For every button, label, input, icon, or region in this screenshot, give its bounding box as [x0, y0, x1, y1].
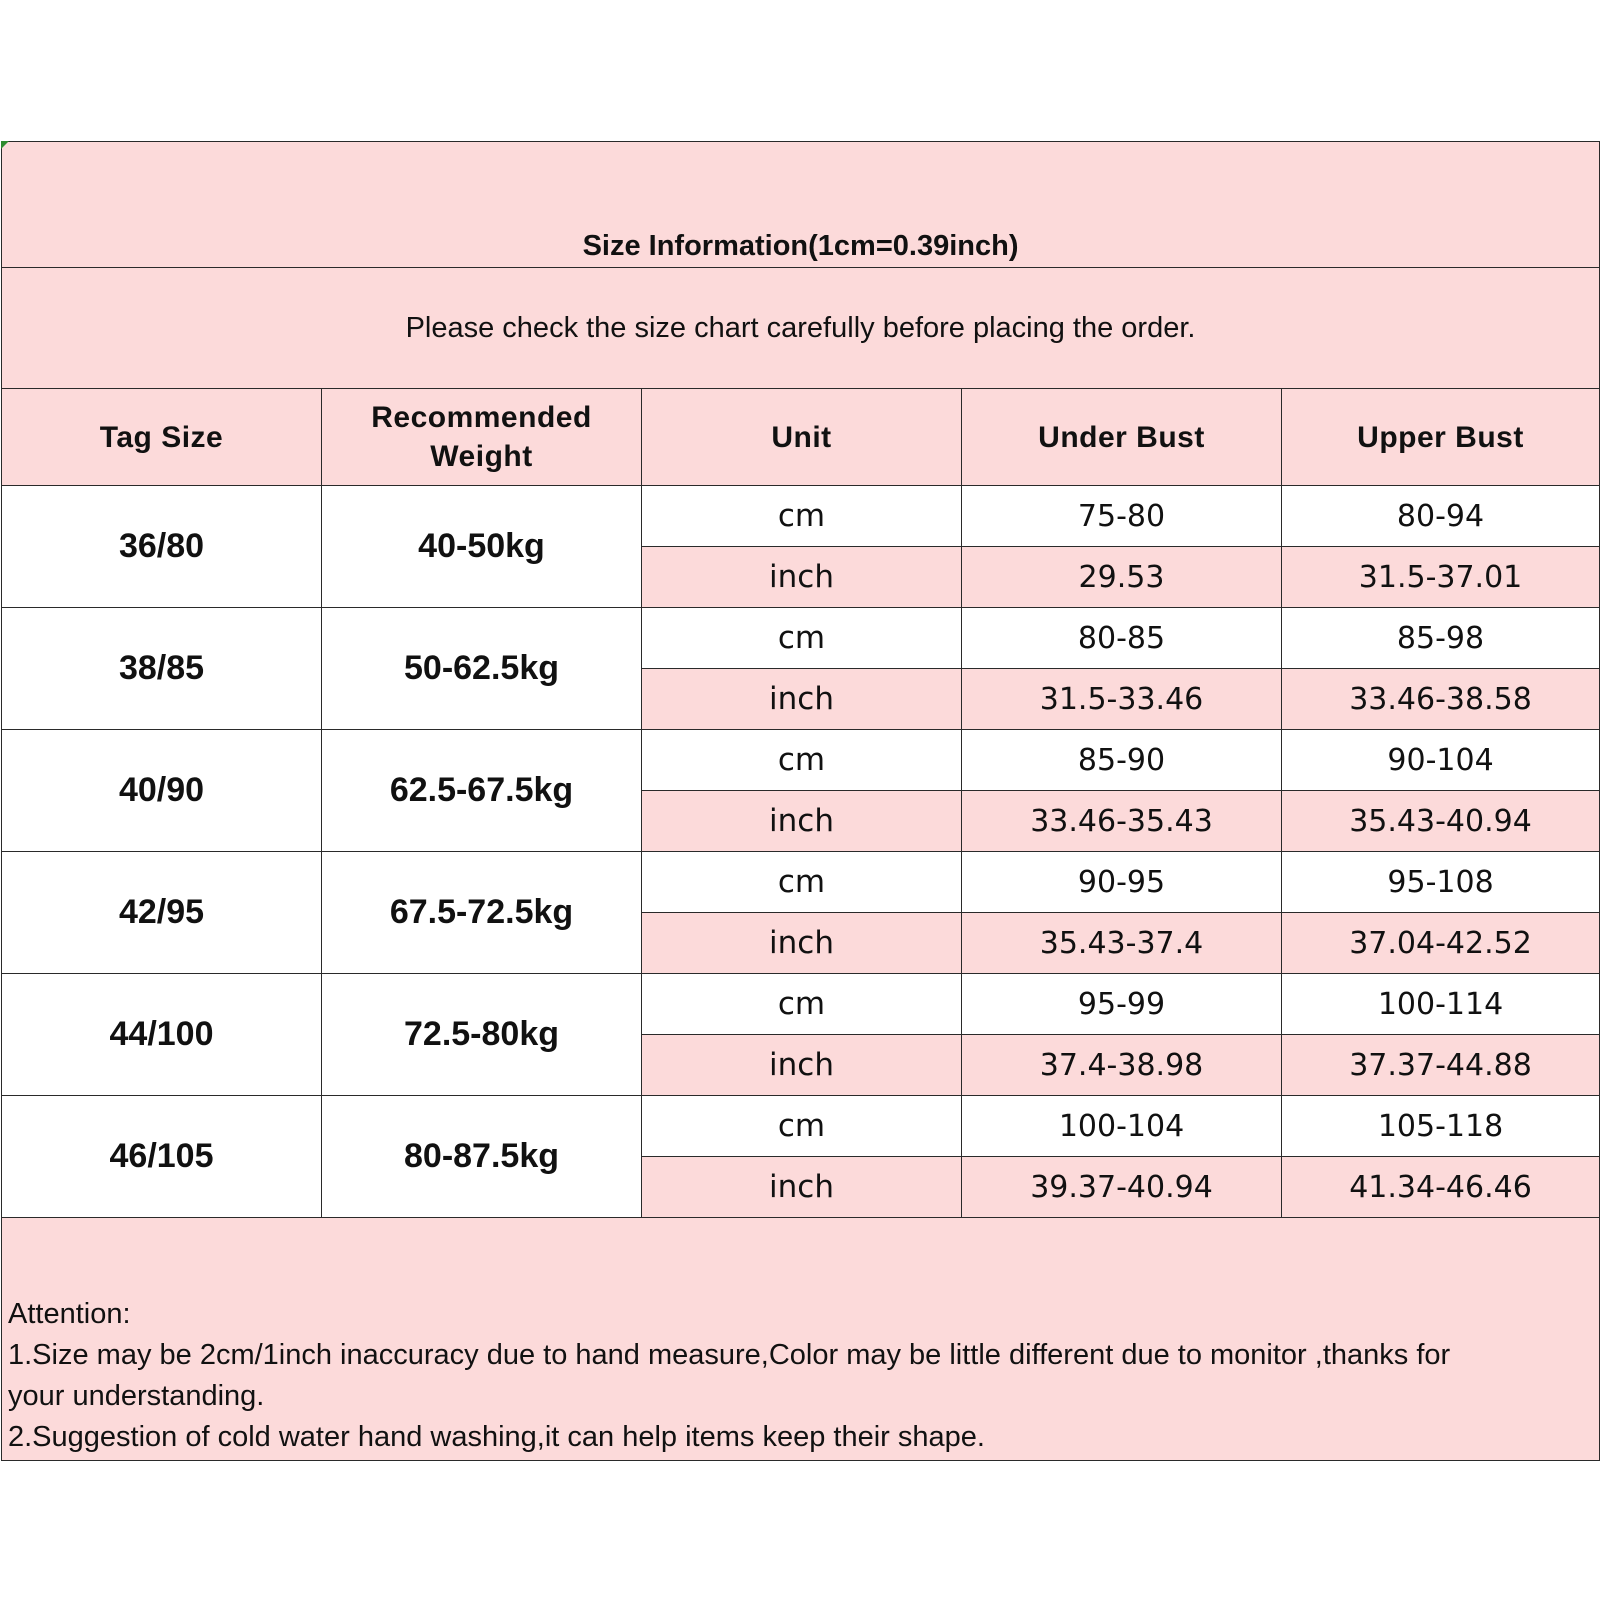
header-weight-line2: Weight: [430, 440, 533, 473]
under-bust-cell: 35.43-37.4: [962, 913, 1282, 974]
attention-note-1a: 1.Size may be 2cm/1inch inaccuracy due to hand measure,Color may be little different due to monitor ,thanks for: [8, 1339, 1451, 1371]
unit-cell: inch: [642, 669, 962, 730]
upper-bust-cell: 105-118: [1282, 1096, 1600, 1157]
upper-bust-cell: 85-98: [1282, 608, 1600, 669]
under-bust-cell: 75-80: [962, 486, 1282, 547]
attention-note-2: 2.Suggestion of cold water hand washing,it can help items keep their shape.: [8, 1421, 985, 1453]
under-bust-cell: 33.46-35.43: [962, 791, 1282, 852]
tag-size-cell: 36/80: [2, 486, 322, 608]
unit-cell: cm: [642, 730, 962, 791]
unit-cell: inch: [642, 547, 962, 608]
size-chart-table: [1, 141, 1600, 1461]
upper-bust-cell: 31.5-37.01: [1282, 547, 1600, 608]
chart-title: Size Information(1cm=0.39inch): [2, 142, 1600, 268]
upper-bust-cell: 100-114: [1282, 974, 1600, 1035]
unit-cell: cm: [642, 852, 962, 913]
attention-heading: Attention:: [8, 1298, 131, 1330]
header-upper-bust: Upper Bust: [1282, 389, 1600, 486]
weight-cell: 80-87.5kg: [322, 1096, 642, 1218]
header-recommended-weight: [322, 389, 642, 486]
under-bust-cell: 85-90: [962, 730, 1282, 791]
header-under-bust: Under Bust: [962, 389, 1282, 486]
header-row: [2, 389, 1600, 486]
upper-bust-cell: 80-94: [1282, 486, 1600, 547]
table-row: [2, 608, 1600, 669]
under-bust-cell: 31.5-33.46: [962, 669, 1282, 730]
unit-cell: cm: [642, 486, 962, 547]
weight-cell: 72.5-80kg: [322, 974, 642, 1096]
notice-row: [2, 268, 1600, 389]
cell-corner-marker: [1, 141, 9, 149]
unit-cell: inch: [642, 1035, 962, 1096]
unit-cell: inch: [642, 791, 962, 852]
weight-cell: 50-62.5kg: [322, 608, 642, 730]
unit-cell: cm: [642, 608, 962, 669]
header-weight-line1: Recommended: [371, 401, 592, 434]
upper-bust-cell: 37.04-42.52: [1282, 913, 1600, 974]
weight-cell: 62.5-67.5kg: [322, 730, 642, 852]
weight-cell: 67.5-72.5kg: [322, 852, 642, 974]
tag-size-cell: 44/100: [2, 974, 322, 1096]
under-bust-cell: 37.4-38.98: [962, 1035, 1282, 1096]
tag-size-cell: 42/95: [2, 852, 322, 974]
upper-bust-cell: 37.37-44.88: [1282, 1035, 1600, 1096]
title-row: [2, 142, 1600, 268]
table-row: [2, 486, 1600, 547]
table-row: [2, 974, 1600, 1035]
header-unit: Unit: [642, 389, 962, 486]
unit-cell: inch: [642, 913, 962, 974]
attention-note-1b: your understanding.: [8, 1380, 265, 1412]
attention-row: [2, 1218, 1600, 1461]
under-bust-cell: 90-95: [962, 852, 1282, 913]
table-row: [2, 730, 1600, 791]
upper-bust-cell: 33.46-38.58: [1282, 669, 1600, 730]
under-bust-cell: 29.53: [962, 547, 1282, 608]
upper-bust-cell: 95-108: [1282, 852, 1600, 913]
under-bust-cell: 100-104: [962, 1096, 1282, 1157]
under-bust-cell: 80-85: [962, 608, 1282, 669]
tag-size-cell: 46/105: [2, 1096, 322, 1218]
unit-cell: cm: [642, 1096, 962, 1157]
tag-size-cell: 40/90: [2, 730, 322, 852]
table-row: [2, 1096, 1600, 1157]
unit-cell: cm: [642, 974, 962, 1035]
upper-bust-cell: 90-104: [1282, 730, 1600, 791]
header-tag-size: Tag Size: [2, 389, 322, 486]
upper-bust-cell: 35.43-40.94: [1282, 791, 1600, 852]
tag-size-cell: 38/85: [2, 608, 322, 730]
unit-cell: inch: [642, 1157, 962, 1218]
upper-bust-cell: 41.34-46.46: [1282, 1157, 1600, 1218]
weight-cell: 40-50kg: [322, 486, 642, 608]
under-bust-cell: 39.37-40.94: [962, 1157, 1282, 1218]
attention-notes: [2, 1218, 1600, 1461]
table-row: [2, 852, 1600, 913]
notice-text: Please check the size chart carefully before placing the order.: [2, 268, 1600, 389]
under-bust-cell: 95-99: [962, 974, 1282, 1035]
